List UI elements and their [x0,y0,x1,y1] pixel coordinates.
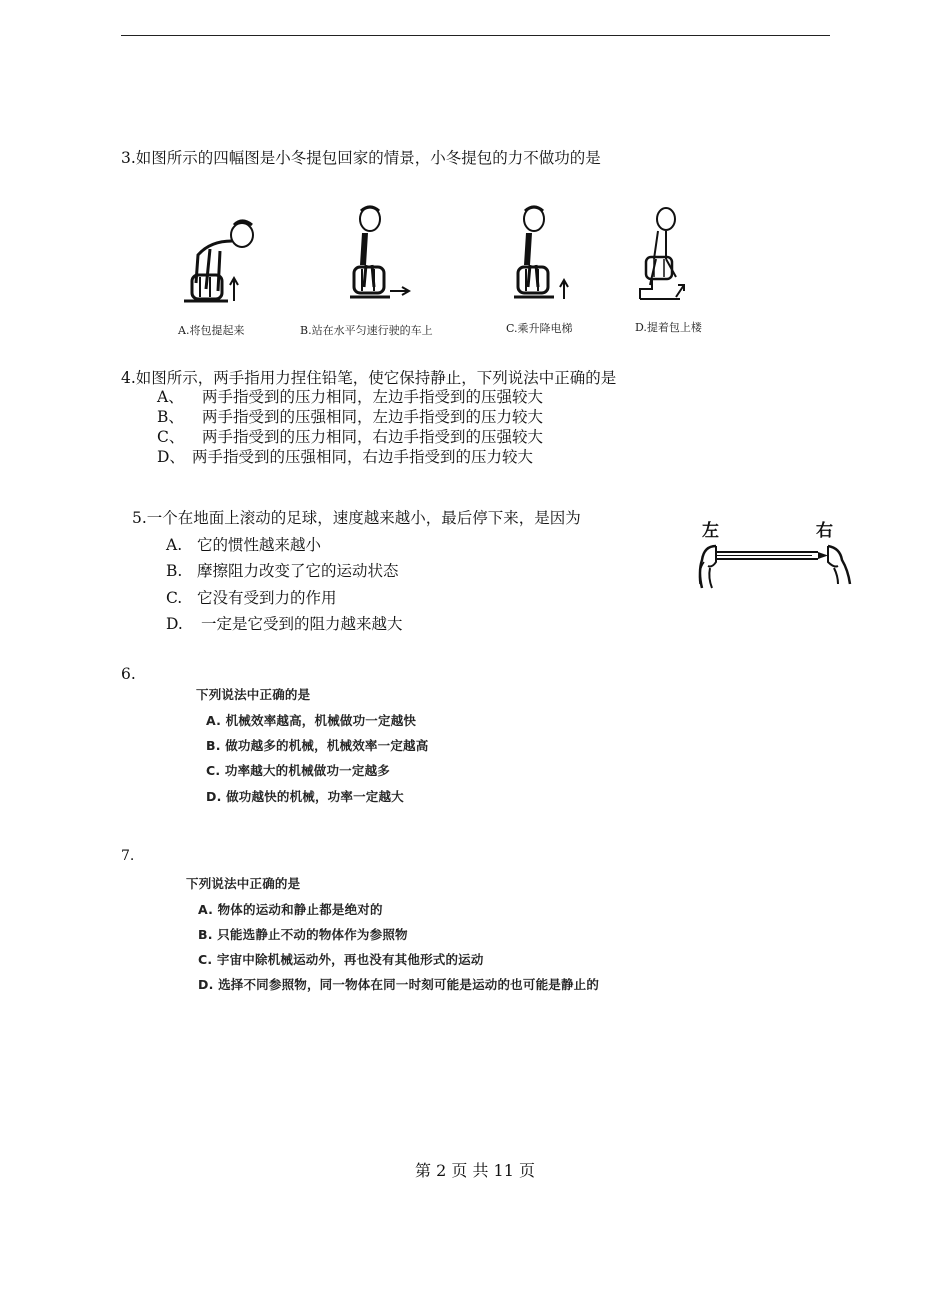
question-7-number: 7. [121,848,135,864]
question-7-stem: 下列说法中正确的是 [186,876,301,891]
question-6-stem: 下列说法中正确的是 [196,687,311,702]
header-rule [121,35,830,36]
figure-c-caption: C.乘升降电梯 [506,322,573,335]
person-in-elevator-icon [512,205,582,305]
question-6-option-a: A. 机械效率越高，机械做功一定越快 [206,713,417,728]
figure-a-caption: A.将包提起来 [178,324,245,337]
question-4-option-d: D、 两手指受到的压强相同，右边手指受到的压力较大 [157,448,534,466]
question-6-option-c: C. 功率越大的机械做功一定越多 [206,763,390,778]
page-footer: 第 2 页 共 11 页 [415,1161,535,1180]
question-5-option-c: C. 它没有受到力的作用 [166,589,337,607]
question-6-option-b: B. 做功越多的机械，机械效率一定越高 [206,738,429,753]
question-4-option-a: A、 两手指受到的压力相同，左边手指受到的压强较大 [157,388,544,406]
left-label: 左 [702,521,719,541]
pencil-figure [694,512,854,594]
question-4-option-c: C、 两手指受到的压力相同，右边手指受到的压强较大 [157,428,544,446]
question-7-option-b: B. 只能选静止不动的物体作为参照物 [198,927,408,942]
question-5-option-a: A. 它的惯性越来越小 [166,536,322,554]
question-5-option-b: B. 摩擦阻力改变了它的运动状态 [166,562,399,580]
question-7-option-d: D. 选择不同参照物，同一物体在同一时刻可能是运动的也可能是静止的 [198,977,600,992]
figure-b-caption: B.站在水平匀速行驶的车上 [300,324,433,337]
question-3-stem: 3.如图所示的四幅图是小冬提包回家的情景，小冬提包的力不做功的是 [121,149,601,167]
question-5-option-d: D. 一定是它受到的阻力越来越大 [166,615,403,633]
person-on-moving-cart-icon [346,205,426,305]
person-lifting-bag-icon [176,205,266,305]
question-5-stem: 5.一个在地面上滚动的足球，速度越来越小，最后停下来，是因为 [132,509,581,527]
question-6-option-d: D. 做功越快的机械，功率一定越大 [206,789,404,804]
person-climbing-stairs-icon [636,205,706,305]
question-6-number: 6. [121,665,136,683]
question-4-option-b: B、 两手指受到的压强相同，左边手指受到的压力较大 [157,408,544,426]
question-7-option-c: C. 宇宙中除机械运动外，再也没有其他形式的运动 [198,952,484,967]
question-4-stem: 4.如图所示，两手指用力捏住铅笔，使它保持静止，下列说法中正确的是 [121,369,617,387]
figure-d-caption: D.提着包上楼 [635,321,702,334]
right-label: 右 [816,521,833,541]
fingers-pinching-pencil-icon [694,532,854,594]
question-3-figures [170,205,730,340]
question-7-option-a: A. 物体的运动和静止都是绝对的 [198,902,383,917]
